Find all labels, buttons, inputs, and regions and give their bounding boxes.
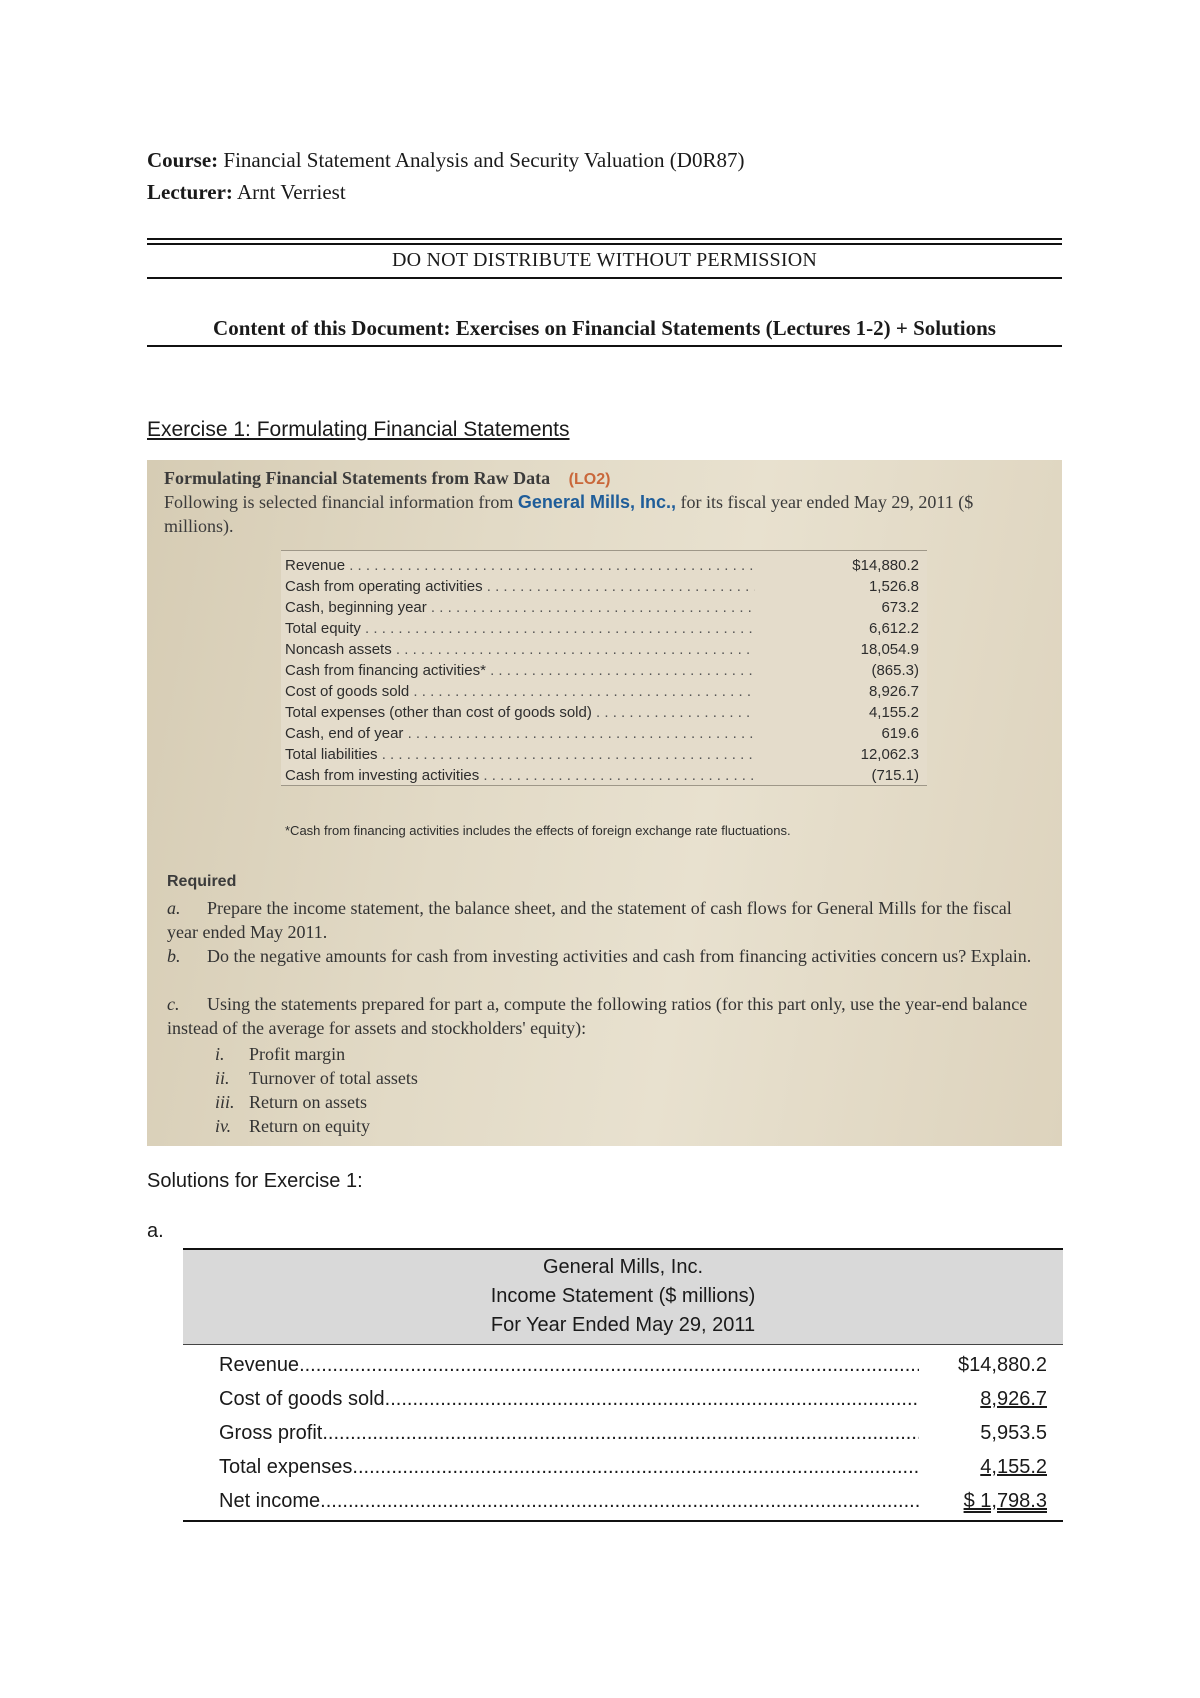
requirement-item <box>167 992 1047 1040</box>
table-row <box>281 641 927 664</box>
row-label: Cash, beginning year . . . <box>285 599 755 616</box>
content-rule <box>147 345 1062 347</box>
is-row-gross-profit <box>219 1422 1047 1452</box>
table-row <box>281 557 927 580</box>
photo-title <box>164 468 610 489</box>
item-text: Do the negative amounts for cash from investing activities and cash from financing activities concern us? Explain. <box>207 946 1032 966</box>
ratio-item <box>215 1092 367 1113</box>
ratio-item <box>215 1044 345 1065</box>
item-letter: b. <box>167 946 181 966</box>
item-letter: c. <box>167 994 180 1014</box>
photo-intro <box>164 490 1044 538</box>
is-value: 4,155.2 <box>921 1456 1047 1479</box>
content-title: Content of this Document: Exercises on Financial Statements (Lectures 1-2) + Solutions <box>213 316 996 340</box>
row-value: 4,155.2 <box>868 704 919 721</box>
requirement-item <box>167 896 1047 944</box>
warning-rule <box>147 277 1062 279</box>
row-label: Cash from investing activities . . . <box>285 767 755 784</box>
is-label: Revenue ..... <box>219 1354 919 1377</box>
is-row-cogs <box>219 1388 1047 1418</box>
table-row <box>281 767 927 790</box>
ratio-text: Return on equity <box>249 1116 370 1136</box>
ratio-text: Return on assets <box>249 1092 367 1112</box>
top-rule <box>147 238 1062 240</box>
row-value: 619.6 <box>881 725 919 742</box>
course-value: Financial Statement Analysis and Security Valuation (D0R87) <box>223 148 745 172</box>
is-row-net-income <box>219 1490 1047 1520</box>
textbook-photo <box>147 460 1062 1146</box>
part-a-label: a. <box>147 1220 164 1242</box>
row-label: Total equity . . . <box>285 620 755 637</box>
row-value: $14,880.2 <box>852 557 919 574</box>
course-label: Course: <box>147 148 219 172</box>
ratio-num: ii. <box>215 1068 230 1088</box>
requirement-item <box>167 944 1047 968</box>
raw-data-table <box>281 550 927 786</box>
table-row <box>281 704 927 727</box>
row-value: 8,926.7 <box>868 683 919 700</box>
row-label: Cash from financing activities* . . . <box>285 662 755 679</box>
row-label: Cash, end of year . . . <box>285 725 755 742</box>
row-value: 1,526.8 <box>868 578 919 595</box>
ratio-text: Profit margin <box>249 1044 346 1064</box>
is-title: Income Statement ($ millions) <box>490 1285 756 1307</box>
is-value: $14,880.2 <box>921 1354 1047 1377</box>
item-text: Prepare the income statement, the balance sheet, and the statement of cash flows for General Mills for the fiscal year ended May 2011. <box>167 898 1012 942</box>
ratio-num: iv. <box>215 1116 232 1136</box>
is-company: General Mills, Inc. <box>542 1256 704 1278</box>
table-footnote: *Cash from financing activities includes the effects of foreign exchange rate fluctuations. <box>285 823 791 838</box>
item-letter: a. <box>167 898 181 918</box>
row-label: Cost of goods sold . . . <box>285 683 755 700</box>
intro-after: for its fiscal year ended May 29, 2011 ($ millions). <box>164 492 974 536</box>
table-row <box>281 683 927 706</box>
ratio-num: iii. <box>215 1092 235 1112</box>
ratio-text: Turnover of total assets <box>249 1068 418 1088</box>
exercise-title: Exercise 1: Formulating Financial Statements <box>147 418 570 441</box>
course-line <box>147 148 744 173</box>
table-row <box>281 746 927 769</box>
intro-before: Following is selected financial information from <box>164 492 514 512</box>
ratio-num: i. <box>215 1044 225 1064</box>
ratio-item <box>215 1068 418 1089</box>
item-text: Using the statements prepared for part a, compute the following ratios (for this part only, use the year-end balance instead of the average for assets and stockholders' equity): <box>167 994 1028 1038</box>
table-row <box>281 599 927 622</box>
is-value: 5,953.5 <box>921 1422 1047 1445</box>
intro-company: General Mills, Inc., <box>517 492 676 512</box>
is-value: $ 1,798.3 <box>921 1490 1047 1513</box>
is-bottom-rule <box>183 1520 1063 1522</box>
table-row <box>281 620 927 643</box>
is-row-total-expenses <box>219 1456 1047 1486</box>
is-label: Gross profit ..... <box>219 1422 919 1445</box>
row-value: 673.2 <box>881 599 919 616</box>
lecturer-label: Lecturer: <box>147 180 233 204</box>
row-label: Total expenses (other than cost of goods sold) . . . <box>285 704 755 721</box>
row-label: Cash from operating activities . . . <box>285 578 755 595</box>
row-value: 12,062.3 <box>860 746 919 763</box>
row-value: (715.1) <box>871 767 919 784</box>
income-statement-header <box>183 1248 1063 1345</box>
is-label: Net income ..... <box>219 1490 919 1513</box>
lecturer-value: Arnt Verriest <box>237 180 346 204</box>
learning-objective: (LO2) <box>568 471 611 488</box>
table-row <box>281 578 927 601</box>
is-label: Cost of goods sold ..... <box>219 1388 919 1411</box>
row-label: Revenue . . . <box>285 557 755 574</box>
is-value: 8,926.7 <box>921 1388 1047 1411</box>
is-row-revenue <box>219 1354 1047 1384</box>
table-row <box>281 725 927 748</box>
ratio-item <box>215 1116 370 1137</box>
top-rule-2 <box>147 243 1062 245</box>
row-label: Noncash assets . . . <box>285 641 755 658</box>
row-value: (865.3) <box>871 662 919 679</box>
lecturer-line <box>147 180 346 205</box>
solutions-title: Solutions for Exercise 1: <box>147 1170 363 1192</box>
is-label: Total expenses ..... <box>219 1456 919 1479</box>
required-heading: Required <box>167 873 237 890</box>
row-value: 6,612.2 <box>868 620 919 637</box>
table-row <box>281 662 927 685</box>
row-label: Total liabilities . . . <box>285 746 755 763</box>
row-value: 18,054.9 <box>860 641 919 658</box>
distribution-warning: DO NOT DISTRIBUTE WITHOUT PERMISSION <box>392 249 817 271</box>
photo-title-text: Formulating Financial Statements from Raw Data <box>164 468 551 488</box>
is-period: For Year Ended May 29, 2011 <box>490 1314 756 1336</box>
